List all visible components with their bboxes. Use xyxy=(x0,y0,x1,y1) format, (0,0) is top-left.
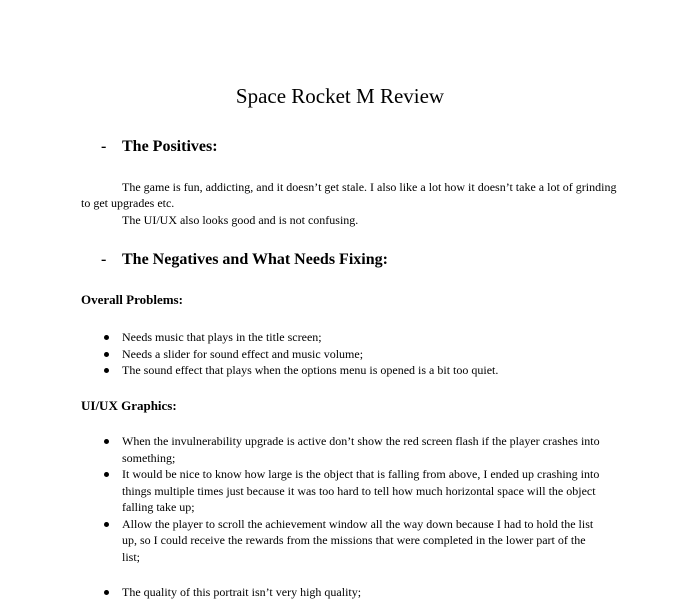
positives-paragraph-2 xyxy=(81,212,621,228)
list-item-text: The quality of this portrait isn’t very high quality; xyxy=(122,585,362,599)
bullet-icon xyxy=(104,590,109,595)
positives-paragraph-1-text: The game is fun, addicting, and it doesn’t get stale. I also like a lot how it doesn’t take a lot of grinding to get upgrades etc. xyxy=(81,180,617,210)
negatives-heading-text: The Negatives and What Needs Fixing: xyxy=(122,251,388,268)
bullet-icon xyxy=(104,352,109,357)
bullet-icon xyxy=(104,368,109,373)
positives-dash: - xyxy=(101,138,107,155)
list-item-text: Needs a slider for sound effect and music volume; xyxy=(122,346,364,361)
list-item xyxy=(0,584,602,601)
list-item-text: Needs music that plays in the title screen; xyxy=(122,330,322,344)
list-item-text: When the invulnerability upgrade is active don’t show the red screen flash if the player crashes into something; xyxy=(122,434,600,465)
list-item xyxy=(0,346,602,363)
list-item xyxy=(0,466,602,516)
list-item-text: It would be nice to know how large is the object that is falling from above, I ended up crashing into things multiple times just because it was too hard to tell how much horizontal space will the object falling take up; xyxy=(122,467,600,514)
overall-problems-heading: Overall Problems: xyxy=(81,292,183,307)
bullet-icon xyxy=(104,335,109,340)
uiux-graphics-list-continued xyxy=(0,584,680,601)
list-item xyxy=(0,329,602,346)
bullet-icon xyxy=(104,472,109,477)
list-item-text: The sound effect that plays when the options menu is opened is a bit too quiet. xyxy=(122,363,499,377)
positives-paragraph-1 xyxy=(81,179,621,211)
list-item-text: Allow the player to scroll the achievement window all the way down because I had to hold the list up, so I could receive the rewards from the missions that were completed in the lower part of the list; xyxy=(122,516,594,564)
bullet-icon xyxy=(104,522,109,527)
positives-heading xyxy=(101,137,218,157)
positives-heading-text: The Positives: xyxy=(122,138,218,155)
list-item xyxy=(0,516,602,566)
document-title: Space Rocket M Review xyxy=(235,84,445,108)
uiux-graphics-list xyxy=(0,433,680,565)
list-item xyxy=(0,362,602,379)
positives-paragraph-2-text: The UI/UX also looks good and is not confusing. xyxy=(122,213,359,227)
negatives-dash: - xyxy=(101,251,107,268)
uiux-graphics-heading: UI/UX Graphics: xyxy=(81,398,177,413)
bullet-icon xyxy=(104,439,109,444)
overall-problems-list xyxy=(0,329,680,379)
list-item xyxy=(0,433,602,466)
negatives-heading xyxy=(101,250,388,270)
